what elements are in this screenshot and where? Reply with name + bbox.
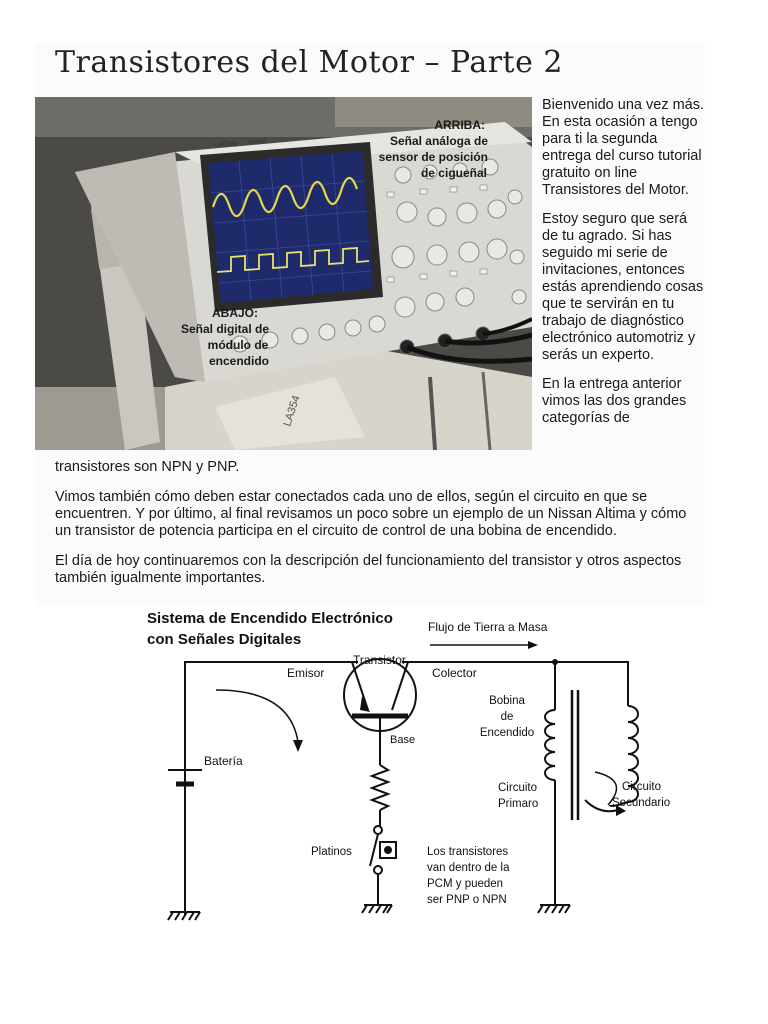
scope-model: LA354	[248, 138, 267, 146]
coil-label-line1: Bobina	[489, 695, 525, 707]
collector-label: Colector	[432, 666, 477, 680]
body-text	[55, 459, 705, 600]
oscilloscope-photo	[35, 97, 532, 450]
annotation-bottom-line2: Señal digital de	[180, 322, 270, 336]
intro-paragraph-2: Estoy seguro que será de tu agrado. Si has seguido mi serie de invitaciones, entonces estás aprendiendo cosas que te servirán en tu trabajo de diagnóstico electrónico automotriz y serás un experto.	[542, 211, 704, 363]
coil-label-line2: de	[500, 711, 514, 723]
annotation-top-line1: ARRIBA:	[434, 118, 485, 132]
annotation-bottom-line4: encendido	[208, 354, 270, 368]
flow-arrow	[430, 641, 538, 649]
annotation-top-line2: Señal análoga de	[389, 134, 488, 148]
intro-paragraph-1: Bienvenido una vez más. En esta ocasión a tengo para ti la segunda entrega del curso tutorial gratuito on line Transistores del Motor.	[542, 97, 705, 198]
intro-paragraph-3: En la entrega anterior vimos las dos grandes categorías de	[542, 376, 687, 426]
battery-label: Batería	[204, 754, 243, 768]
ground-symbols	[168, 900, 570, 920]
annotation-top-line3: sensor de posición	[378, 150, 488, 164]
body-paragraph-3: El día de hoy continuaremos con la descripción del funcionamiento del transistor y otros aspectos también igualmente importantes.	[55, 553, 682, 586]
body-paragraph-2: Vimos también cómo deben estar conectados cada uno de ellos, según el circuito en que se encuentren. Y por último, al final revisamos un poco sobre un ejemplo de un Nissan Altima y cómo un transistor de potencia participa en el circuito de control de una bobina de encendido.	[55, 489, 687, 539]
annotation-top-line4: de cigueñal	[420, 166, 487, 180]
transistor-label: Transistor	[353, 653, 406, 667]
scope-brand: LeCroy	[214, 140, 238, 149]
primary-label-line2: Primaro	[498, 798, 539, 810]
points-label: Platinos	[311, 846, 352, 858]
body-paragraph-1: transistores son NPN y PNP.	[55, 459, 240, 475]
flow-label: Flujo de Tierra a Masa	[428, 620, 548, 634]
circuit-svg	[130, 600, 690, 930]
article	[35, 43, 705, 606]
emitter-label: Emisor	[287, 666, 325, 680]
base-label: Base	[390, 734, 416, 746]
note-line3: PCM y pueden	[427, 878, 504, 890]
diagram-title-line2: con Señales Digitales	[147, 631, 302, 648]
note-line2: van dentro de la	[427, 862, 510, 874]
coil-label-line3: Encendido	[479, 727, 535, 739]
ignition-circuit-diagram	[130, 600, 690, 930]
article-title: Transistores del Motor – Parte 2	[55, 45, 563, 80]
secondary-label-line1: Circuito	[622, 781, 661, 793]
secondary-label-line2: Secundario	[612, 797, 671, 809]
primary-label-line1: Circuito	[498, 782, 537, 794]
diagram-title-line1: Sistema de Encendido Electrónico	[147, 610, 393, 627]
intro-column	[542, 97, 707, 439]
scope-screen	[208, 151, 373, 303]
oscilloscope-illustration	[35, 97, 532, 450]
annotation-bottom-line3: módulo de	[207, 338, 269, 352]
manual-label: LA354	[281, 393, 303, 428]
annotation-bottom-line1: ABAJO:	[211, 306, 259, 320]
note-line1: Los transistores	[427, 846, 509, 858]
note-line4: ser PNP o NPN	[427, 894, 507, 906]
